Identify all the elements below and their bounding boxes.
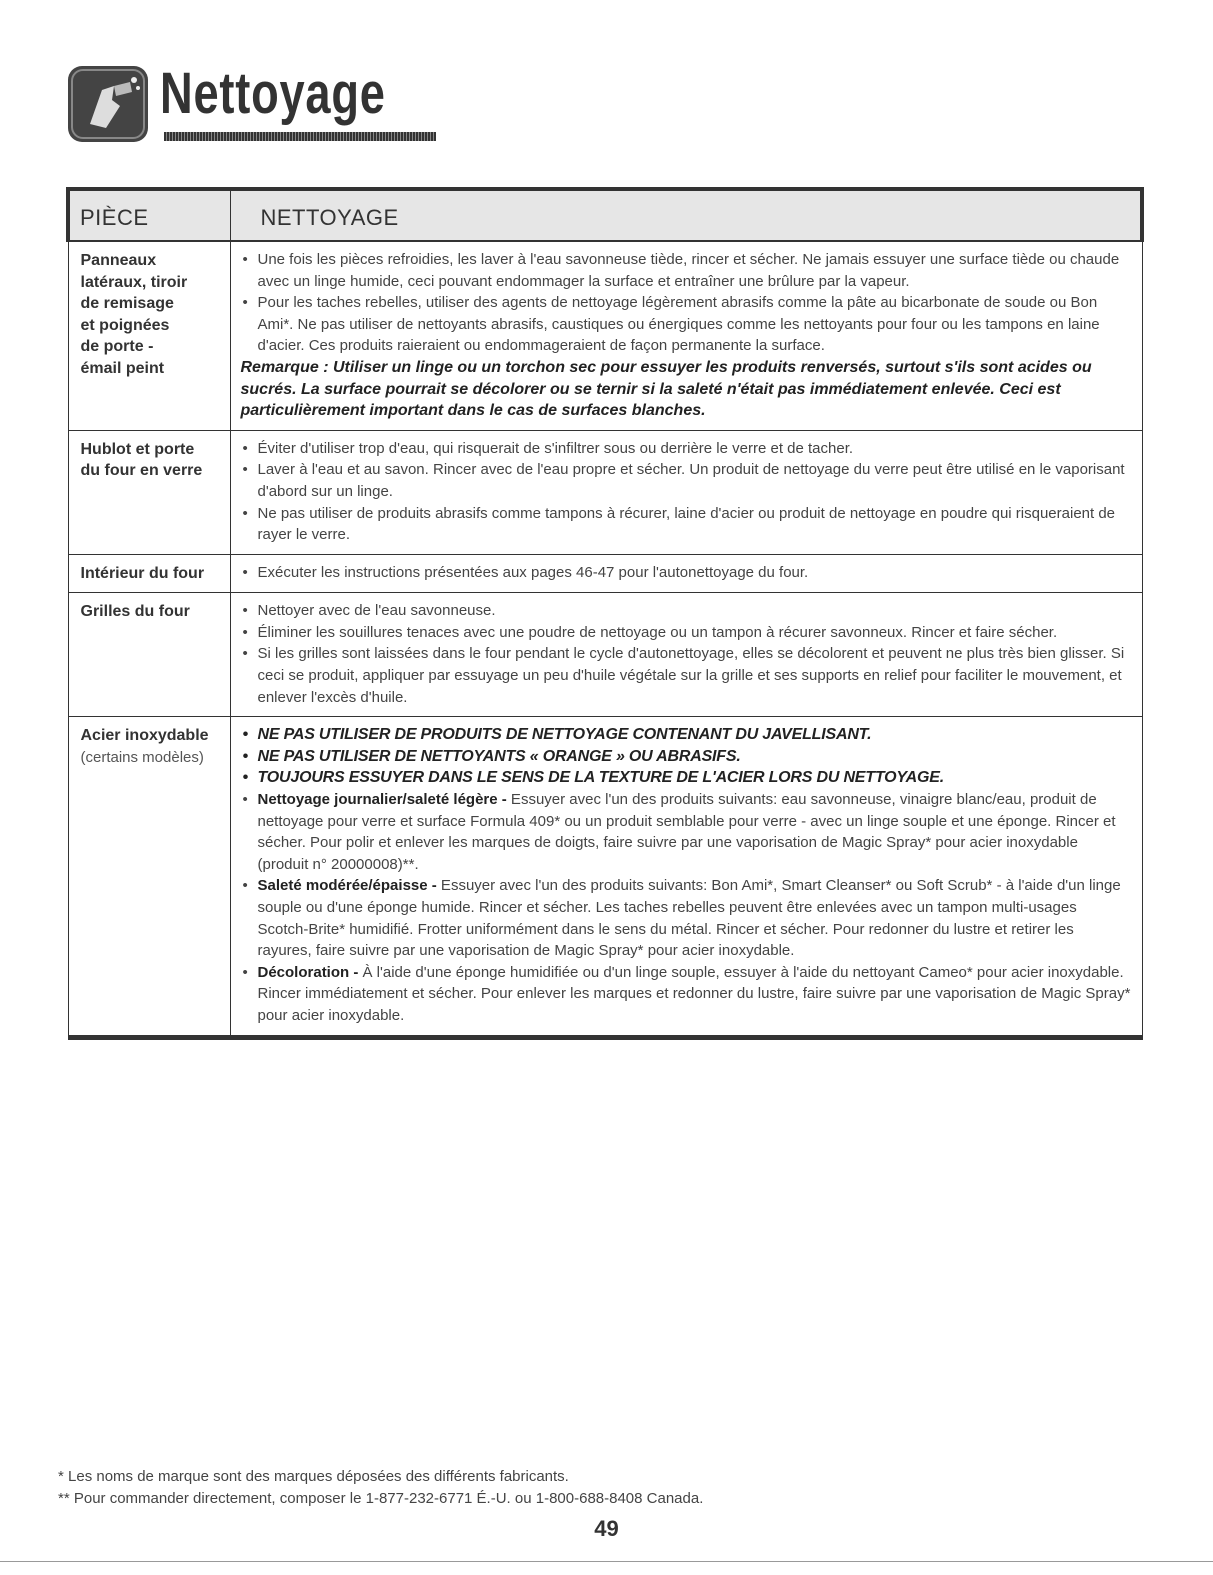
table-row [68,593,1142,717]
table-row [68,430,1142,554]
title-underline [164,132,436,141]
cleaning-cell [230,554,1142,593]
part-label: de remisage [80,295,174,312]
page-header [68,62,388,152]
page-number: 49 [594,1516,619,1541]
cleaning-table [66,187,1144,1040]
table-row [68,717,1142,1037]
cleaning-cell [230,593,1142,717]
table-row [68,554,1142,593]
list-item: • Ne pas utiliser de produits abrasifs comme tampons à récurer, laine d'acier ou produit de nettoyage en poudre qui risqueraient de rayer le verre. [241,503,1132,546]
part-label: latéraux, tiroir [80,273,188,291]
footnote: * Les noms de marque sont des marques déposées des différents fabricants. [58,1468,569,1485]
list-item: • Une fois les pièces refroidies, les laver à l'eau savonneuse tiède, rincer et sécher. Ne jamais essuyer une surface tiède ou chaude avec un linge humide, ceci pouvant endommager la surface et entraîner une brûlure par la vapeur. [241,249,1132,292]
part-cell [68,717,230,1037]
column-header-part: PIÈCE [68,189,230,241]
part-label: Intérieur du four [80,564,205,582]
page-title: Nettoyage [160,61,386,126]
list-item [241,789,1132,875]
part-cell [68,554,230,593]
part-cell [68,593,230,717]
list-item: • Éliminer les souillures tenaces avec une poudre de nettoyage ou un tampon à récurer savonneux. Rincer et faire sécher. [241,622,1132,644]
cleaning-cell [230,717,1142,1037]
list-item: • Exécuter les instructions présentées aux pages 46-47 pour l'autonettoyage du four. [241,562,1132,584]
footnotes [58,1466,703,1510]
cleaning-cell [230,430,1142,554]
list-item: • Nettoyer avec de l'eau savonneuse. [241,600,1132,622]
item-text: Essuyer avec l'un des produits suivants: eau savonneuse, vinaigre blanc/eau, produit de nettoyage pour verre et surface Formula 409* ou un produit semblable pour verre - avec un linge souple et une éponge. Rincer et sécher. Pour polir et enlever les marques de doigts, faire suivre par une vaporisation de Magic Spray* pour acier inoxydable (produit n° 20000008)**. [257,790,1116,873]
list-item: • Pour les taches rebelles, utiliser des agents de nettoyage légèrement abrasifs comme la pâte au bicarbonate de soude ou Bon Ami*. Ne pas utiliser de nettoyants abrasifs, caustiques ou énergiques comme les nettoyants pour four ou les tampons en laine d'acier. Ces produits raieraient ou endommageraient de façon permanente la surface. [241,292,1132,357]
list-item: • Éviter d'utiliser trop d'eau, qui risquerait de s'infiltrer sous ou derrière le verre et de tacher. [241,438,1132,460]
bottom-divider [0,1561,1213,1562]
table-row [68,241,1142,430]
part-label: émail peint [80,359,165,377]
item-text: À l'aide d'une éponge humidifiée ou d'un linge souple, essuyer à l'aide du nettoyant Cameo* pour acier inoxydable. Rincer immédiatement et sécher. Pour enlever les marques et redonner du lustre, faire suivre par une vaporisation de Magic Spray* pour acier inoxydable. [257,963,1131,1024]
cleaning-cell [230,241,1142,430]
item-lead: Décoloration - [257,963,359,981]
cleaning-spray-icon [68,66,148,142]
table-header-row [68,189,1142,241]
list-item: • Si les grilles sont laissées dans le four pendant le cycle d'autonettoyage, elles se décolorent et peuvent ne plus très bien glisser. Si ceci se produit, appliquer par essuyage un peu d'huile végétale sur la grille et ses supports en relief pour faciliter le mouvement, et enlever l'excès d'huile. [241,643,1132,708]
part-label: Grilles du four [80,603,190,621]
part-label: du four en verre [80,462,203,480]
part-label: Hublot et porte [80,440,195,458]
remark-note: Remarque : Utiliser un linge ou un torchon sec pour essuyer les produits renversés, surtout s'ils sont acides ou sucrés. La surface pourrait se décolorer ou se ternir si la saleté n'était pas immédiatement enlevée. Ceci est particulièrement important dans le cas de surfaces blanches. [240,358,1092,420]
list-item [241,962,1132,1027]
warning-item: • NE PAS UTILISER DE NETTOYANTS « ORANGE » OU ABRASIFS. [241,746,1132,768]
footnote: ** Pour commander directement, composer le 1-877-232-6771 É.-U. ou 1-800-688-8408 Canada. [58,1490,704,1507]
part-label: de porte - [80,338,154,355]
column-header-cleaning: NETTOYAGE [230,189,1142,241]
part-cell [68,241,230,430]
part-label: Acier inoxydable [80,727,209,745]
part-sublabel: (certains modèles) [80,748,204,766]
item-lead: Saleté modérée/épaisse - [257,877,437,895]
list-item [241,875,1132,961]
part-label: Panneaux [80,252,157,269]
warning-item: • NE PAS UTILISER DE PRODUITS DE NETTOYAGE CONTENANT DU JAVELLISANT. [241,724,1132,746]
part-label: et poignées [80,316,170,334]
item-lead: Nettoyage journalier/saleté légère - [257,790,507,808]
part-cell [68,430,230,554]
item-text: Essuyer avec l'un des produits suivants: Bon Ami*, Smart Cleanser* ou Soft Scrub* - à l'aide d'un linge souple ou d'une éponge humide. Rincer et sécher. Les taches rebelles peuvent être enlevées avec un tampon multi-usages Scotch-Brite* humidifié. Frotter uniformément dans le sens du métal. Rincer et sécher. Pour redonner du lustre et retirer les rayures, faire suivre par une vaporisation de Magic Spray* pour acier inoxydable. [257,877,1121,960]
warning-item: • TOUJOURS ESSUYER DANS LE SENS DE LA TEXTURE DE L'ACIER LORS DU NETTOYAGE. [241,767,1132,789]
list-item: • Laver à l'eau et au savon. Rincer avec de l'eau propre et sécher. Un produit de nettoyage du verre peut être utilisé en le vaporisant d'abord sur un linge. [241,459,1132,502]
